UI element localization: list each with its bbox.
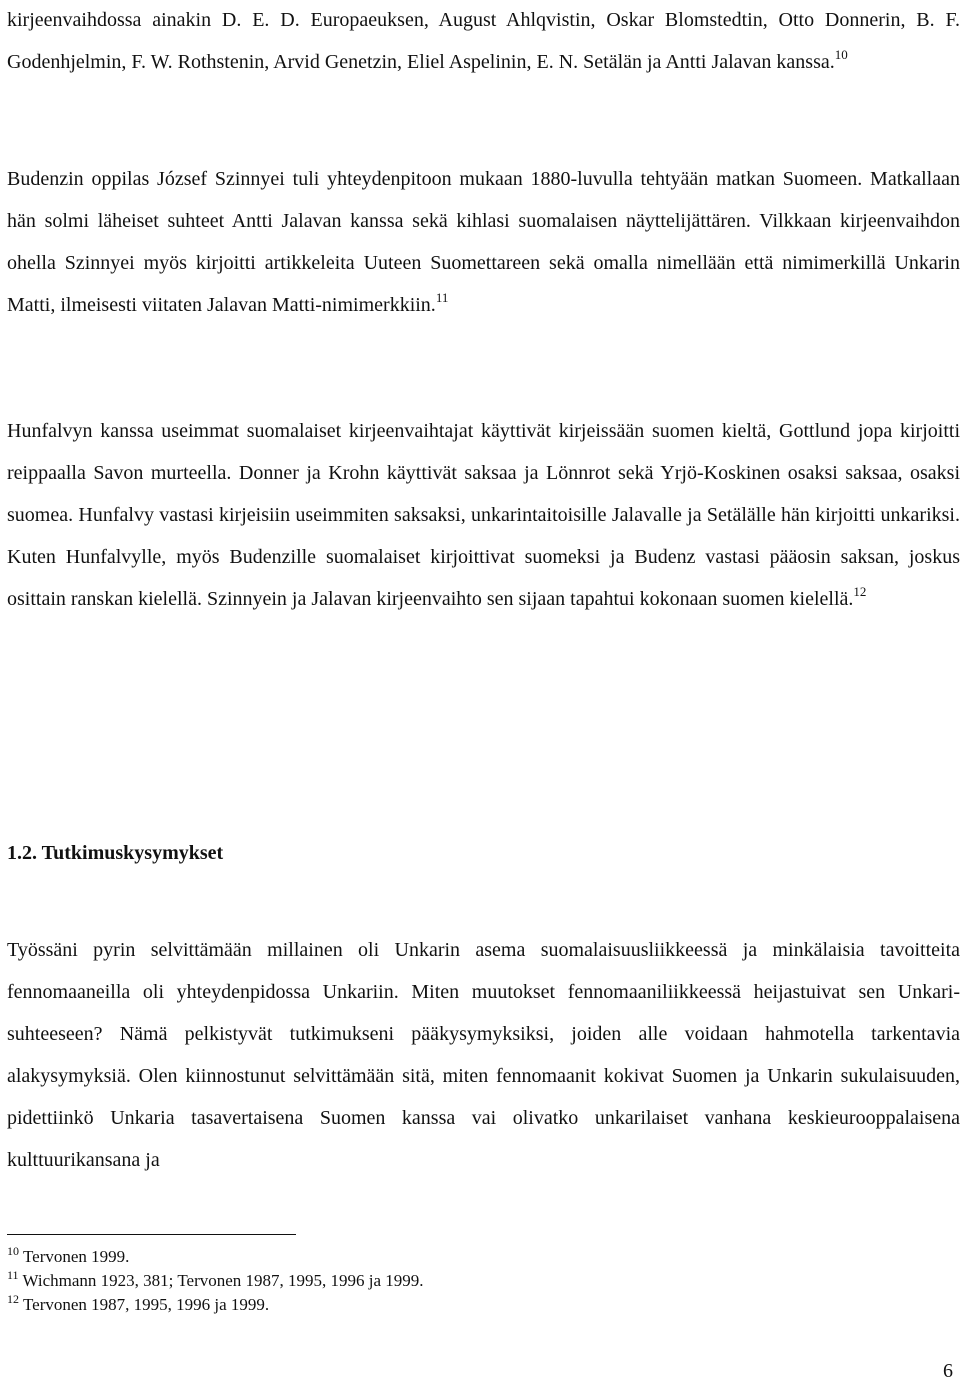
footnote-ref[interactable]: 10 bbox=[834, 47, 848, 62]
footnote-number: 10 bbox=[7, 1244, 19, 1258]
footnote-text: Tervonen 1987, 1995, 1996 ja 1999. bbox=[22, 1295, 270, 1314]
paragraph-correspondents bbox=[7, 0, 960, 83]
paragraph-szinnyei bbox=[7, 158, 960, 326]
page-number: 6 bbox=[943, 1360, 953, 1382]
paragraph-text: Työssäni pyrin selvittämään millainen oli Unkarin asema suomalaisuusliikkeessä ja minkälaisia tavoitteita fennomaaneilla oli yhteydenpidossa Unkariin. Miten muutokset fennomaaniliikkeessä heijastuivat sen Unkari-suhteeseen? Nämä pelkistyvät tutkimukseni pääkysymyksiksi, joiden alle voidaan hahmotella tarkentavia alakysymyksiä. Olen kiinnostunut selvittämään sitä, miten fennomaanit kokivat Suomen ja Unkarin sukulaisuuden, pidettiinkö Unkaria tasavertaisena Suomen kanssa vai olivatko unkarilaiset vanhana keskieurooppalaisena kulttuurikansana ja bbox=[7, 939, 960, 1171]
footnote bbox=[7, 1245, 424, 1269]
paragraph-text: kirjeenvaihdossa ainakin D. E. D. Europaeuksen, August Ahlqvistin, Oskar Blomstedtin, Otto Donnerin, B. F. Godenhjelmin, F. W. Rothstenin, Arvid Genetzin, Eliel Aspelinin, E. N. Setälän ja Antti Jalavan kanssa. bbox=[7, 9, 960, 73]
footnote-ref[interactable]: 12 bbox=[853, 584, 867, 599]
footnote-number: 12 bbox=[7, 1292, 19, 1306]
paragraph-research-questions bbox=[7, 929, 960, 1181]
section-heading: 1.2. Tutkimuskysymykset bbox=[7, 842, 224, 864]
footnote-text: Wichmann 1923, 381; Tervonen 1987, 1995, 1996 ja 1999. bbox=[22, 1271, 424, 1290]
footnotes bbox=[7, 1245, 424, 1317]
paragraph-text: Budenzin oppilas József Szinnyei tuli yhteydenpitoon mukaan 1880-luvulla tehtyään matkan Suomeen. Matkallaan hän solmi läheiset suhteet Antti Jalavan kanssa sekä kihlasi suomalaisen näyttelijättären. Vilkkaan kirjeenvaihdon ohella Szinnyei myös kirjoitti artikkeleita Uuteen Suomettareen sekä omalla nimellään että nimimerkillä Unkarin Matti, ilmeisesti viitaten Jalavan Matti-nimimerkkiin. bbox=[7, 168, 960, 316]
paragraph-text: Hunfalvyn kanssa useimmat suomalaiset kirjeenvaihtajat käyttivät kirjeissään suomen kieltä, Gottlund jopa kirjoitti reippaalla Savon murteella. Donner ja Krohn käyttivät saksaa ja Lönnrot sekä Yrjö-Koskinen osaksi saksaa, osaksi suomea. Hunfalvy vastasi kirjeisiin useimmiten saksaksi, unkarintaitoisille Jalavalle ja Setälälle hän kirjoitti unkariksi. Kuten Hunfalvylle, myös Budenzille suomalaiset kirjoittivat suomeksi ja Budenz vastasi pääosin saksan, joskus osittain ranskan kielellä. Szinnyein ja Jalavan kirjeenvaihto sen sijaan tapahtui kokonaan suomen kielellä. bbox=[7, 420, 960, 610]
footnote bbox=[7, 1293, 424, 1317]
footnote-text: Tervonen 1999. bbox=[22, 1247, 130, 1266]
paragraph-languages bbox=[7, 410, 960, 620]
footnote-separator bbox=[7, 1234, 296, 1235]
footnote-number: 11 bbox=[7, 1268, 19, 1282]
footnote bbox=[7, 1269, 424, 1293]
footnote-ref[interactable]: 11 bbox=[435, 290, 449, 305]
